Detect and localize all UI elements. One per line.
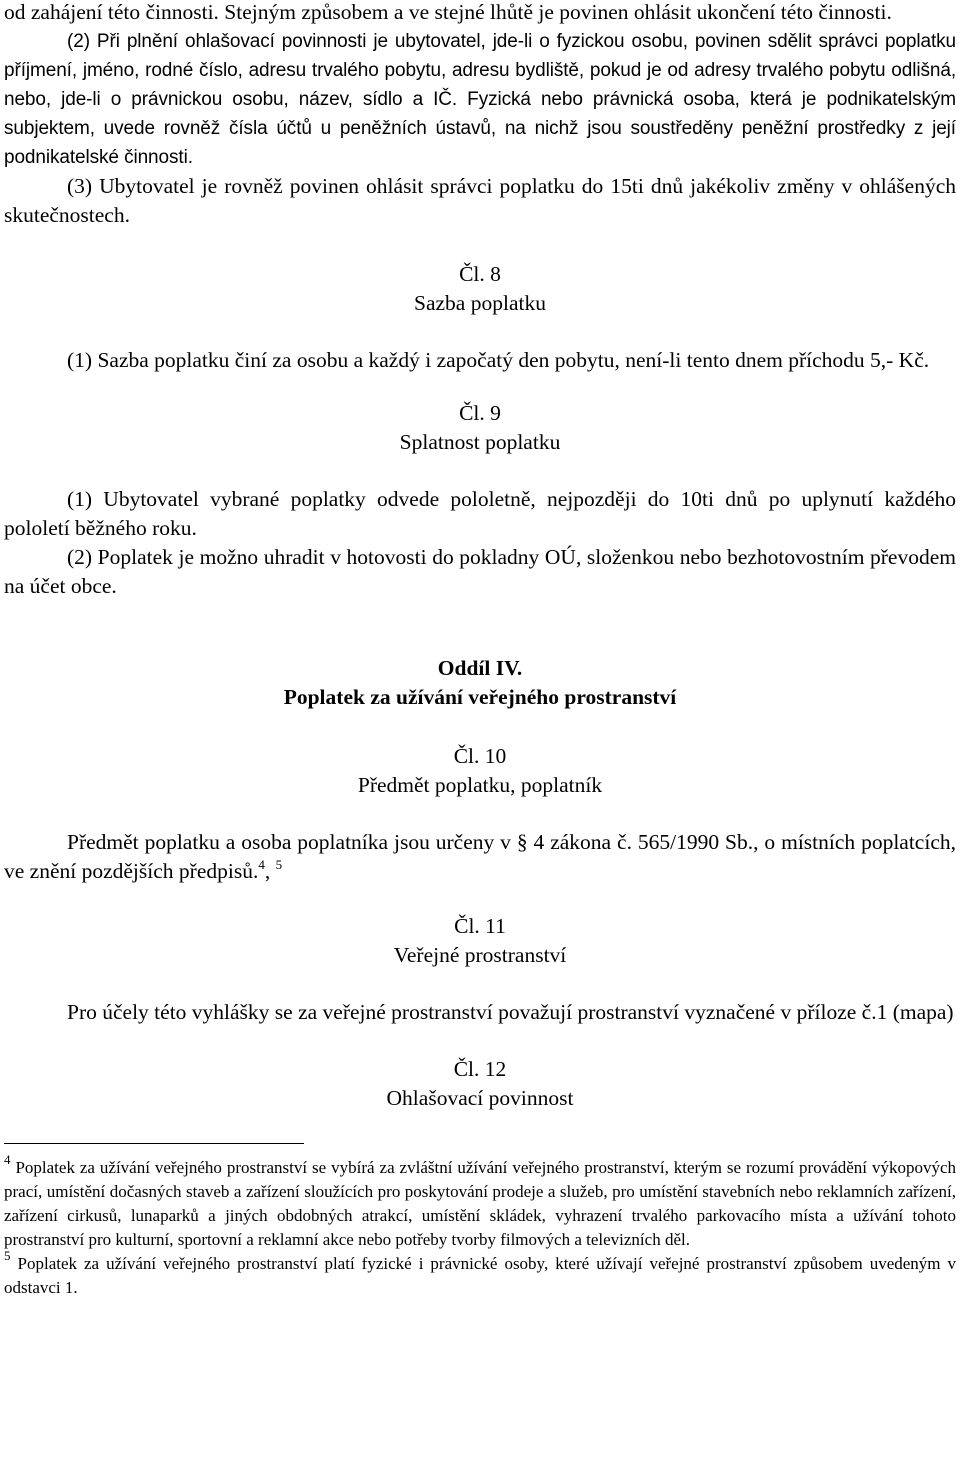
intro-paragraph-3: (3) Ubytovatel je rovněž povinen ohlásit správci poplatku do 15ti dnů jakékoliv změny v ohlášených skutečnostech. xyxy=(4,174,956,227)
article-9-title: Splatnost poplatku xyxy=(399,430,561,454)
document-page xyxy=(4,0,956,1300)
article-11-title: Veřejné prostranství xyxy=(393,943,567,967)
intro-paragraph-2: (2) Při plnění ohlašovací povinnosti je ubytovatel, jde-li o fyzickou osobu, povinen sdělit správci poplatku příjmení, jméno, rodné číslo, adresu trvalého pobytu, adresu bydliště, pokud je od adresy trvalého pobytu odlišná, nebo, jde-li o právnickou osobu, název, sídlo a IČ. Fyzická nebo právnická osoba, která je podnikatelským subjektem, uvede rovněž čísla účtů u peněžních ústavů, na nichž jsou soustředěny peněžní prostředky z její podnikatelské činnosti. xyxy=(4,31,956,168)
article-10-title: Předmět poplatku, poplatník xyxy=(357,773,603,797)
footnote-ref-separator: , xyxy=(264,859,271,883)
article-10-body: Předmět poplatku a osoba poplatníka jsou určeny v § 4 zákona č. 565/1990 Sb., o místních poplatcích, ve znění pozdějších předpisů. xyxy=(4,830,956,883)
article-11-text: Pro účely této vyhlášky se za veřejné prostranství považují prostranství vyznačené v příloze č.1 (mapa) xyxy=(67,1000,954,1024)
article-9-number: Čl. 9 xyxy=(459,401,501,425)
footnote-4-mark: 4 xyxy=(4,1152,11,1167)
article-8-number: Čl. 8 xyxy=(459,262,501,286)
article-12-title: Ohlašovací povinnost xyxy=(386,1086,574,1110)
article-10-number: Čl. 10 xyxy=(453,744,507,768)
section-4-title: Poplatek za užívání veřejného prostranství xyxy=(283,685,677,709)
intro-paragraph-end: od zahájení této činnosti. Stejným způsobem a ve stejné lhůtě je povinen ohlásit ukončení této činnosti. xyxy=(4,0,892,24)
article-9-paragraph-1: (1) Ubytovatel vybrané poplatky odvede pololetně, nejpozději do 10ti dnů po uplynutí každého pololetí běžného roku. xyxy=(4,487,956,540)
section-4-heading: Oddíl IV. xyxy=(437,656,523,680)
footnote-4 xyxy=(4,1152,957,1252)
footnote-5-mark: 5 xyxy=(4,1248,11,1263)
footnote-4-text: Poplatek za užívání veřejného prostranství se vybírá za zvláštní užívání veřejného prostranství, kterým se rozumí provádění výkopových prací, umístění dočasných staveb a zařízení sloužících pro poskytování prodeje a služeb, pro umístění stavebních nebo reklamních zařízení, zařízení cirkusů, lunaparků a jiných obdobných atrakcí, umístění skládek, vyhrazení trvalého parkovacího místa a užívání tohoto prostranství pro kulturní, sportovní a reklamní akce nebo potřeby tvorby filmových a televizních děl. xyxy=(4,1158,957,1249)
article-9-paragraph-2: (2) Poplatek je možno uhradit v hotovosti do pokladny OÚ, složenkou nebo bezhotovostním převodem na účet obce. xyxy=(4,545,956,598)
article-11-number: Čl. 11 xyxy=(454,914,506,938)
article-12-number: Čl. 12 xyxy=(453,1057,507,1081)
article-10-text xyxy=(4,828,956,886)
footnote-ref-5[interactable]: 5 xyxy=(275,857,283,872)
article-8-title: Sazba poplatku xyxy=(414,291,546,315)
footnote-5 xyxy=(4,1248,957,1300)
footnote-5-text: Poplatek za užívání veřejného prostranství platí fyzické i právnické osoby, které užívají veřejné prostranství způsobem uvedeným v odstavci 1. xyxy=(4,1254,957,1297)
footnote-ref-4[interactable]: 4 xyxy=(258,857,265,872)
article-8-paragraph-1: (1) Sazba poplatku činí za osobu a každý i započatý den pobytu, není-li tento dnem příchodu 5,- Kč. xyxy=(67,348,930,372)
